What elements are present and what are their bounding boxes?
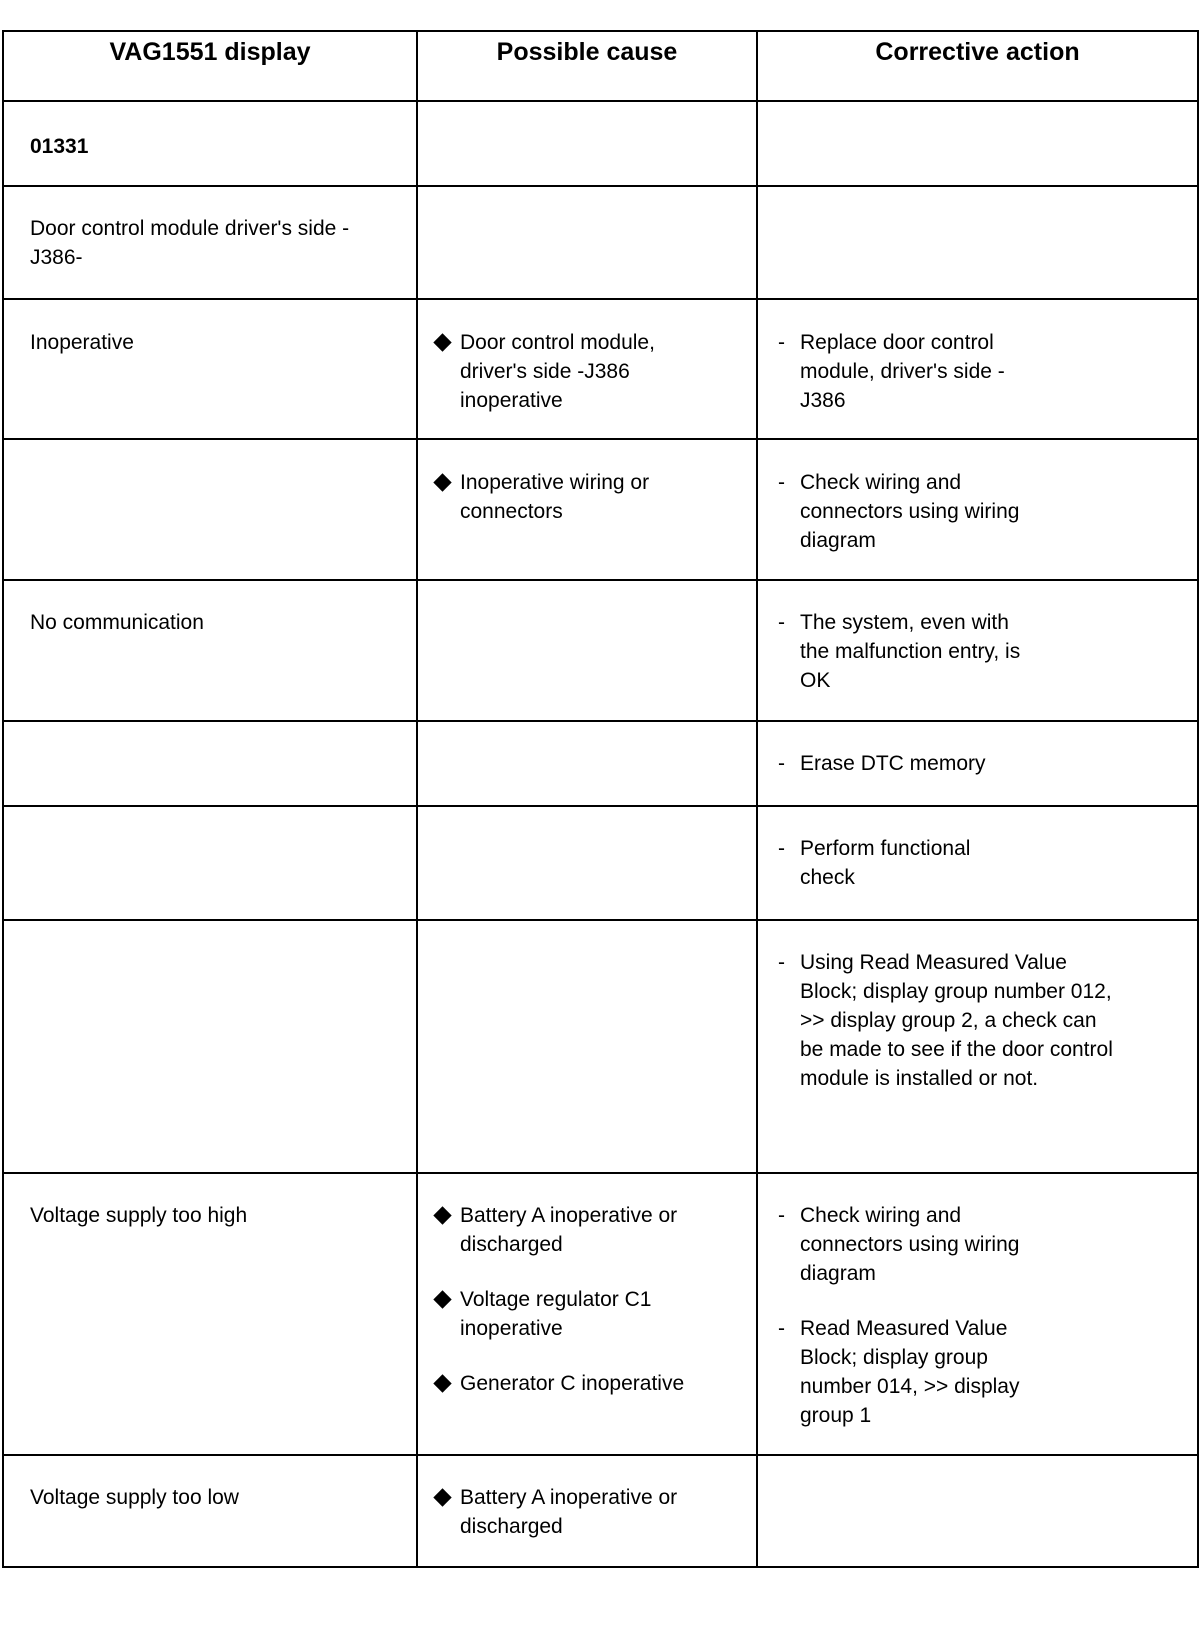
dash-marker: - (778, 837, 785, 860)
action-item: - Erase DTC memory (778, 749, 1187, 778)
cause-item: Generator C inoperative (432, 1369, 746, 1398)
cause-cell (417, 1173, 757, 1455)
diamond-bullet-icon (432, 1369, 454, 1398)
action-cell (757, 806, 1198, 920)
dash-marker: - (778, 471, 785, 494)
table-row (3, 299, 1198, 439)
dash-marker: - (778, 1317, 785, 1340)
dash-marker: - (778, 611, 785, 634)
dash-marker: - (778, 951, 785, 974)
header-possible-cause: Possible cause (417, 31, 757, 101)
action-cell (757, 299, 1198, 439)
action-cell (757, 1455, 1198, 1567)
action-cell (757, 439, 1198, 580)
display-cell (3, 299, 417, 439)
display-cell (3, 439, 417, 580)
table-row (3, 101, 1198, 186)
header-corrective-action: Corrective action (757, 31, 1198, 101)
fault-type: No communication (30, 611, 204, 634)
dash-marker: - (778, 752, 785, 775)
diamond-bullet-icon (432, 468, 454, 497)
action-item: - Perform functional check (778, 834, 1187, 892)
cause-cell (417, 299, 757, 439)
cause-item: Voltage regulator C1 inoperative (432, 1285, 746, 1343)
action-item: - The system, even with the malfunction entry, is OK (778, 608, 1187, 695)
header-vag1551-display: VAG1551 display (3, 31, 417, 101)
cause-item: Door control module, driver's side -J386 inoperative (432, 328, 746, 415)
action-cell (757, 186, 1198, 299)
diamond-bullet-icon (432, 1285, 454, 1314)
table-header-row (3, 31, 1198, 101)
table-row (3, 806, 1198, 920)
fault-code: 01331 (30, 135, 89, 158)
dash-marker: - (778, 1204, 785, 1227)
cause-cell (417, 721, 757, 806)
table-row (3, 439, 1198, 580)
action-item: - Replace door control module, driver's side - J386 (778, 328, 1187, 415)
cause-cell (417, 920, 757, 1173)
action-cell (757, 920, 1198, 1173)
display-cell (3, 1455, 417, 1567)
cause-cell (417, 439, 757, 580)
cause-cell (417, 1455, 757, 1567)
component-name: Door control module driver's side -J386- (30, 217, 350, 269)
table-row (3, 580, 1198, 721)
action-item: - Check wiring and connectors using wiring diagram (778, 1201, 1187, 1288)
fault-type: Inoperative (30, 331, 134, 354)
table-row (3, 920, 1198, 1173)
diamond-bullet-icon (432, 328, 454, 357)
cause-cell (417, 186, 757, 299)
action-cell (757, 721, 1198, 806)
cause-item: Battery A inoperative or discharged (432, 1483, 746, 1541)
cause-cell (417, 101, 757, 186)
diamond-bullet-icon (432, 1201, 454, 1230)
table-row (3, 1455, 1198, 1567)
dash-marker: - (778, 331, 785, 354)
display-cell (3, 920, 417, 1173)
cause-cell (417, 580, 757, 721)
diamond-bullet-icon (432, 1483, 454, 1512)
display-cell (3, 806, 417, 920)
fault-type: Voltage supply too high (30, 1204, 248, 1227)
display-cell (3, 721, 417, 806)
action-cell (757, 580, 1198, 721)
action-item: - Read Measured Value Block; display group number 014, >> display group 1 (778, 1314, 1187, 1430)
table-row (3, 186, 1198, 299)
display-cell (3, 580, 417, 721)
action-cell (757, 101, 1198, 186)
dtc-table (2, 30, 1199, 1568)
display-cell (3, 101, 417, 186)
table-row (3, 1173, 1198, 1455)
cause-cell (417, 806, 757, 920)
cause-item: Battery A inoperative or discharged (432, 1201, 746, 1259)
fault-type: Voltage supply too low (30, 1486, 239, 1509)
display-cell (3, 1173, 417, 1455)
action-item: - Using Read Measured Value Block; display group number 012, >> display group 2, a check can be made to see if the door control module is installed or not. (778, 948, 1187, 1093)
cause-item: Inoperative wiring or connectors (432, 468, 746, 526)
action-cell (757, 1173, 1198, 1455)
display-cell (3, 186, 417, 299)
table-row (3, 721, 1198, 806)
action-item: - Check wiring and connectors using wiring diagram (778, 468, 1187, 555)
